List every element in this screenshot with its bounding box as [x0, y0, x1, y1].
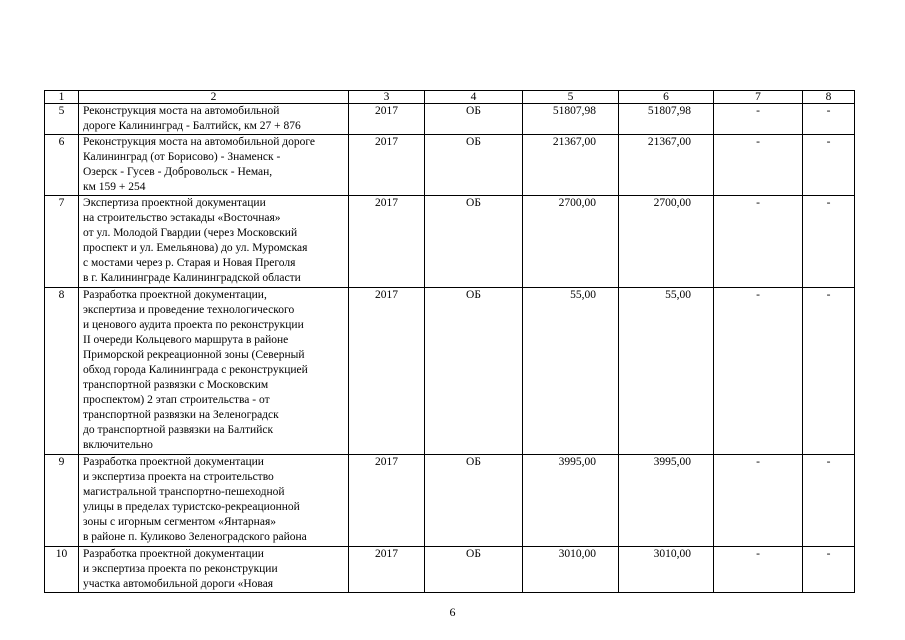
- row-number-cell: 6: [45, 135, 79, 196]
- dash-cell: -: [803, 135, 855, 196]
- amount-cell: 55,00: [523, 288, 619, 455]
- amount-cell: 51807,98: [619, 104, 714, 135]
- description-cell: Реконструкция моста на автомобильной дороге Калининград (от Борисово) - Знаменск - Озерск - Гусев - Добровольск - Неман, км 159 + 254: [79, 135, 349, 196]
- amount-cell: 3995,00: [523, 455, 619, 547]
- row-number-cell: 7: [45, 196, 79, 288]
- page-number: 6: [449, 605, 456, 619]
- source-cell: ОБ: [425, 455, 523, 547]
- amount-cell: 3995,00: [619, 455, 714, 547]
- description-cell: Разработка проектной документации и экспертиза проекта по реконструкции участка автомобильной дороги «Новая: [79, 547, 349, 593]
- dash-cell: -: [803, 547, 855, 593]
- year-cell: 2017: [349, 104, 425, 135]
- table-row: [45, 196, 855, 288]
- header-cell: 3: [349, 91, 425, 104]
- header-cell: 2: [79, 91, 349, 104]
- source-cell: ОБ: [425, 196, 523, 288]
- row-number-cell: 10: [45, 547, 79, 593]
- header-cell: 7: [714, 91, 803, 104]
- year-cell: 2017: [349, 455, 425, 547]
- dash-cell: -: [714, 196, 803, 288]
- year-cell: 2017: [349, 196, 425, 288]
- dash-cell: -: [714, 104, 803, 135]
- table-row: [45, 455, 855, 547]
- dash-cell: -: [803, 455, 855, 547]
- description-cell: Реконструкция моста на автомобильной дороге Калининград - Балтийск, км 27 + 876: [79, 104, 349, 135]
- header-cell: 6: [619, 91, 714, 104]
- amount-cell: 21367,00: [619, 135, 714, 196]
- amount-cell: 3010,00: [523, 547, 619, 593]
- header-cell: 8: [803, 91, 855, 104]
- year-cell: 2017: [349, 288, 425, 455]
- amount-cell: 2700,00: [619, 196, 714, 288]
- source-cell: ОБ: [425, 135, 523, 196]
- row-number-cell: 8: [45, 288, 79, 455]
- row-number-cell: 5: [45, 104, 79, 135]
- year-cell: 2017: [349, 547, 425, 593]
- description-cell: Экспертиза проектной документации на строительство эстакады «Восточная» от ул. Молодой Гвардии (через Московский проспект и ул. Емельянова) до ул. Муромская с мостами через р. Старая и Новая Преголя в г. Калининграде Калининградской области: [79, 196, 349, 288]
- table-row: [45, 104, 855, 135]
- dash-cell: -: [714, 455, 803, 547]
- row-number-cell: 9: [45, 455, 79, 547]
- amount-cell: 3010,00: [619, 547, 714, 593]
- table-row: [45, 288, 855, 455]
- dash-cell: -: [803, 288, 855, 455]
- amount-cell: 55,00: [619, 288, 714, 455]
- dash-cell: -: [714, 547, 803, 593]
- table-header-row: [45, 91, 855, 104]
- source-cell: ОБ: [425, 288, 523, 455]
- dash-cell: -: [803, 104, 855, 135]
- amount-cell: 2700,00: [523, 196, 619, 288]
- dash-cell: -: [803, 196, 855, 288]
- dash-cell: -: [714, 135, 803, 196]
- description-cell: Разработка проектной документации и экспертиза проекта на строительство магистральной транспортно-пешеходной улицы в пределах туристско-рекреационной зоны с игорным сегментом «Янтарная» в районе п. Куликово Зеленоградского района: [79, 455, 349, 547]
- table-row: [45, 135, 855, 196]
- dash-cell: -: [714, 288, 803, 455]
- header-cell: 1: [45, 91, 79, 104]
- table-row: [45, 547, 855, 593]
- data-table: [44, 90, 855, 593]
- description-cell: Разработка проектной документации, экспертиза и проведение технологического и ценового аудита проекта по реконструкции II очереди Кольцевого маршрута в районе Приморской рекреационной зоны (Северный обход города Калининграда с реконструкцией транспортной развязки с Московским проспектом) 2 этап строительства - от транспортной развязки на Зеленоградск до транспортной развязки на Балтийск включительно: [79, 288, 349, 455]
- amount-cell: 51807,98: [523, 104, 619, 135]
- header-cell: 5: [523, 91, 619, 104]
- header-cell: 4: [425, 91, 523, 104]
- year-cell: 2017: [349, 135, 425, 196]
- amount-cell: 21367,00: [523, 135, 619, 196]
- source-cell: ОБ: [425, 104, 523, 135]
- source-cell: ОБ: [425, 547, 523, 593]
